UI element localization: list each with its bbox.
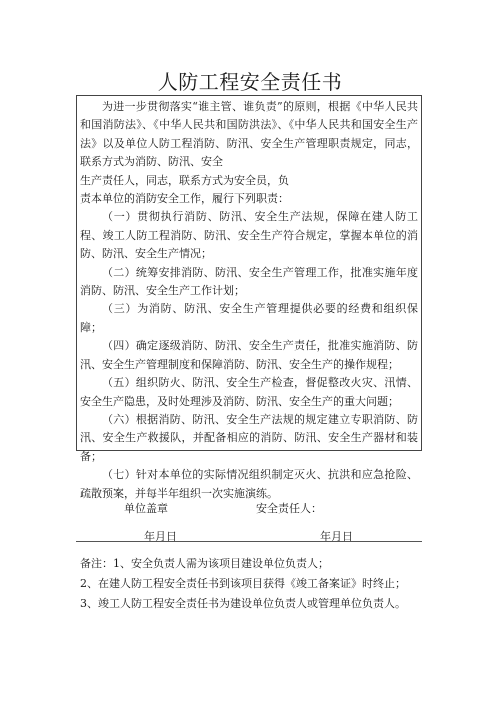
- intro-line-2: 生产责任人，同志，联系方式为安全员，负: [80, 173, 289, 187]
- duty-item-7: （七）针对本单位的实际情况组织制定灭火、抗洪和应急抢险、疏散预案，并每半年组织一次实施演练。: [80, 468, 418, 500]
- unit-seal-label: 单位盖章: [124, 502, 168, 515]
- page-title: 人防工程安全责任书: [157, 70, 343, 94]
- duty-item-3: （三）为消防、防汛、安全生产管理提供必要的经费和组织保障；: [80, 302, 418, 334]
- responsible-person-label: 安全责任人：: [256, 502, 322, 515]
- date-right: 年月日: [320, 530, 353, 543]
- note-item-2: 2、在建人防工程安全责任书到该项目获得《竣工备案证》时终止；: [80, 577, 406, 590]
- intro-paragraph: 为进一步贯彻落实“谁主管、谁负责”的原则，根据《中华人民共和国消防法》、《中华人民共和国防洪法》、《中华人民共和国安全生产法》以及单位人防工程消防、防汛、安全生产管理职责规定，同志，联系方式为消防、防汛、安全: [80, 100, 418, 169]
- notes-divider: [76, 541, 422, 542]
- duty-item-6: （六）根据消防、防汛、安全生产法规的规定建立专职消防、防汛、安全生产救援队，并配备相应的消防、防汛、安全生产器材和装备；: [80, 412, 418, 463]
- note-item-1: 备注：1、安全负责人需为该项目建设单位负责人；: [80, 557, 329, 570]
- duty-item-1: （一）贯彻执行消防、防汛、安全生产法规，保障在建人防工程、竣工人防工程消防、防汛、安全生产符合规定，掌握本单位的消防、防汛、安全生产情况；: [80, 210, 418, 261]
- responsibility-text-box: [76, 95, 422, 500]
- notes-section: [80, 554, 420, 614]
- duty-item-4: （四）确定逐级消防、防汛、安全生产责任，批准实施消防、防汛、安全生产管理制度和保障消防、防汛、安全生产的操作规程；: [80, 339, 418, 371]
- duty-item-5: （五）组织防火、防汛、安全生产检查，督促整改火灾、汛情、安全生产隐患，及时处理涉及消防、防汛、安全生产的重大问题；: [80, 376, 418, 408]
- date-left: 年月日: [144, 530, 177, 543]
- note-item-3: 3、竣工人防工程安全责任书为建设单位负责人或管理单位负责人。: [80, 597, 406, 610]
- intro-line-3: 责本单位的消防安全工作，履行下列职责：: [80, 192, 289, 206]
- duty-item-2: （二）统筹安排消防、防汛、安全生产管理工作，批准实施年度消防、防汛、安全生产工作计划；: [80, 265, 418, 298]
